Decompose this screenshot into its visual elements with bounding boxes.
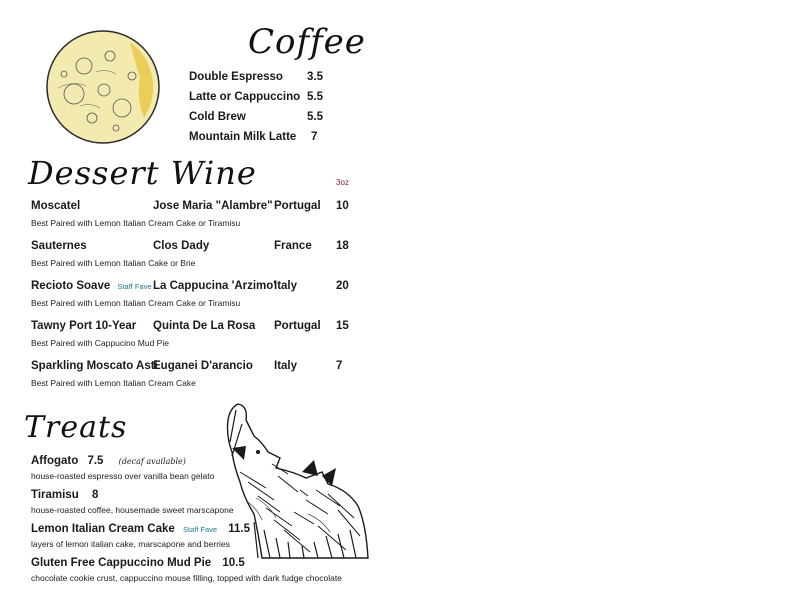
- size-label: 3oz: [336, 178, 349, 187]
- treat-name: Gluten Free Cappuccino Mud Pie: [31, 557, 212, 569]
- wine-name: Sparkling Moscato Asti: [31, 360, 158, 372]
- coffee-item-name: Double Espresso: [189, 71, 283, 83]
- wine-producer: Jose Maria "Alambre": [153, 200, 273, 212]
- wine-name: Tawny Port 10-Year: [31, 320, 137, 332]
- wine-name: [31, 280, 152, 292]
- wine-price: 15: [336, 320, 349, 332]
- treat-desc: house-roasted coffee, housemade sweet marscapone: [31, 505, 234, 515]
- wine-pairing: Best Paired with Lemon Italian Cream Cake or Tiramisu: [31, 298, 241, 308]
- treat-item: [31, 489, 98, 501]
- staff-fave-badge: Staff Fave: [183, 525, 218, 534]
- treat-name: Tiramisu: [31, 489, 79, 501]
- wine-country: Portugal: [274, 200, 321, 212]
- wine-price: 20: [336, 280, 349, 292]
- wine-price: 18: [336, 240, 349, 252]
- wine-country: France: [274, 240, 312, 252]
- wine-pairing: Best Paired with Lemon Italian Cream Cake or Tiramisu: [31, 218, 241, 228]
- wine-price: 7: [336, 360, 343, 372]
- treat-note: (decaf available): [118, 457, 186, 466]
- coffee-item-price: 5.5: [307, 91, 323, 103]
- wine-pairing: Best Paired with Cappucino Mud Pie: [31, 338, 169, 348]
- treat-desc: layers of lemon italian cake, marscapone and berries: [31, 539, 230, 549]
- wine-name: Sauternes: [31, 240, 87, 252]
- wine-name: Moscatel: [31, 200, 81, 212]
- coffee-heading: Coffee: [248, 22, 366, 62]
- treat-name: Lemon Italian Cream Cake: [31, 523, 175, 535]
- wine-country: Italy: [274, 360, 298, 372]
- wine-producer: Clos Dady: [153, 240, 210, 252]
- treat-price: 11.5: [228, 523, 251, 535]
- treats-heading: Treats: [24, 410, 128, 445]
- wine-pairing: Best Paired with Lemon Italian Cake or Brie: [31, 258, 196, 268]
- coffee-item-name: Cold Brew: [189, 111, 246, 123]
- wine-producer: Quinta De La Rosa: [153, 320, 256, 332]
- coffee-item-price: 7: [311, 131, 318, 143]
- wine-pairing: Best Paired with Lemon Italian Cream Cake: [31, 378, 196, 388]
- coffee-item-name: Mountain Milk Latte: [189, 131, 297, 143]
- wine-producer: La Cappucina 'Arzimo': [153, 280, 277, 292]
- moon-illustration: [44, 28, 162, 146]
- treat-price: 7.5: [87, 455, 104, 467]
- treat-price: 8: [91, 489, 99, 501]
- coffee-item-price: 3.5: [307, 71, 323, 83]
- treat-price: 10.5: [222, 557, 245, 569]
- dessert-wine-heading: Dessert Wine: [28, 154, 257, 192]
- coffee-item-name: Latte or Cappuccino: [189, 91, 301, 103]
- coffee-item-price: 5.5: [307, 111, 323, 123]
- treat-item: [31, 455, 186, 467]
- treat-name: Affogato: [31, 455, 79, 467]
- wine-producer: Euganei D'arancio: [153, 360, 253, 372]
- treat-item: [31, 557, 245, 569]
- staff-fave-badge: Staff Fave: [117, 282, 152, 291]
- howling-wolf-illustration: [218, 402, 370, 560]
- treat-desc: chocolate cookie crust, cappuccino mouse filling, topped with dark fudge chocolate: [31, 573, 342, 583]
- wine-country: Portugal: [274, 320, 321, 332]
- wine-price: 10: [336, 200, 349, 212]
- wine-country: Italy: [274, 280, 298, 292]
- treat-desc: house-roasted espresso over vanilla bean gelato: [31, 471, 215, 481]
- wine-name-text: Recioto Soave: [31, 280, 111, 292]
